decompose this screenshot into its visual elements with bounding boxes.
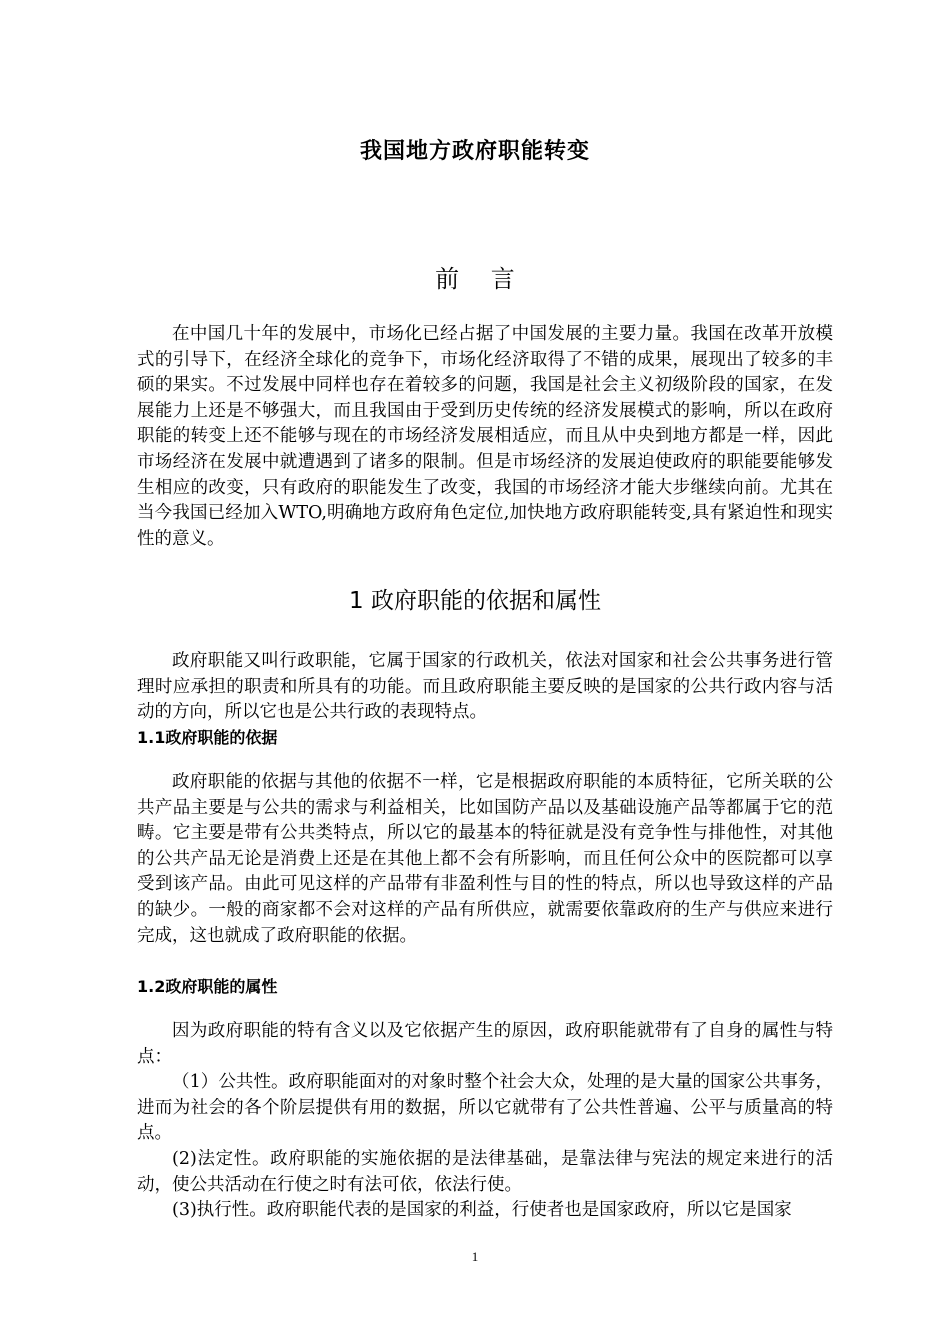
subsection-1-2-heading: 1.2政府职能的属性 — [137, 977, 278, 996]
subsection-1-1-heading: 1.1政府职能的依据 — [137, 728, 278, 747]
page-number: 1 — [471, 1249, 479, 1264]
list-item-legal: (2)法定性。政府职能的实施依据的是法律基础，是靠法律与宪法的规定来进行的活动，使公共活动在行使之时有法可依，依法行使。 — [137, 1149, 833, 1195]
section-1-intro: 政府职能又叫行政职能，它属于国家的行政机关，依法对国家和社会公共事务进行管理时应承担的职责和所具有的功能。而且政府职能主要反映的是国家的公共行政内容与活动的方向，所以它也是公共行政的表现特点。 — [137, 651, 833, 723]
list-item-executive: (3)执行性。政府职能代表的是国家的利益，行使者也是国家政府，所以它是国家 — [172, 1200, 792, 1220]
preface-heading: 前 言 — [435, 265, 527, 293]
subsection-1-2-intro: 因为政府职能的特有含义以及它依据产生的原因，政府职能就带有了自身的属性与特点： — [137, 1021, 833, 1067]
preface-paragraph: 在中国几十年的发展中，市场化已经占据了中国发展的主要力量。我国在改革开放模式的引导下，在经济全球化的竞争下，市场化经济取得了不错的成果，展现出了较多的丰硕的果实。不过发展中同样也存在着较多的问题，我国是社会主义初级阶段的国家，在发展能力上还是不够强大，而且我国由于受到历史传统的经济发展模式的影响，所以在政府职能的转变上还不能够与现在的市场经济发展相适应，而且从中央到地方都是一样，因此市场经济在发展中就遭遇到了诸多的限制。但是市场经济的发展迫使政府的职能要能够发生相应的改变，只有政府的职能发生了改变，我国的市场经济才能大步继续向前。尤其在当今我国已经加入WTO,明确地方政府角色定位,加快地方政府职能转变,具有紧迫性和现实性的意义。 — [137, 324, 833, 549]
section-1-heading: 1 政府职能的依据和属性 — [349, 588, 601, 614]
document-title: 我国地方政府职能转变 — [359, 139, 590, 164]
list-item-public: （1）公共性。政府职能面对的对象时整个社会大众，处理的是大量的国家公共事务，进而为社会的各个阶层提供有用的数据，所以它就带有了公共性普遍、公平与质量高的特点。 — [137, 1072, 833, 1144]
subsection-1-1-paragraph: 政府职能的依据与其他的依据不一样，它是根据政府职能的本质特征，它所关联的公共产品主要是与公共的需求与利益相关，比如国防产品以及基础设施产品等都属于它的范畴。它主要是带有公共类特点，所以它的最基本的特征就是没有竞争性与排他性，对其他的公共产品无论是消费上还是在其他上都不会有所影响，而且任何公众中的医院都可以享受到该产品。由此可见这样的产品带有非盈利性与目的性的特点，所以也导致这样的产品的缺少。一般的商家都不会对这样的产品有所供应，就需要依靠政府的生产与供应来进行完成，这也就成了政府职能的依据。 — [137, 772, 833, 946]
